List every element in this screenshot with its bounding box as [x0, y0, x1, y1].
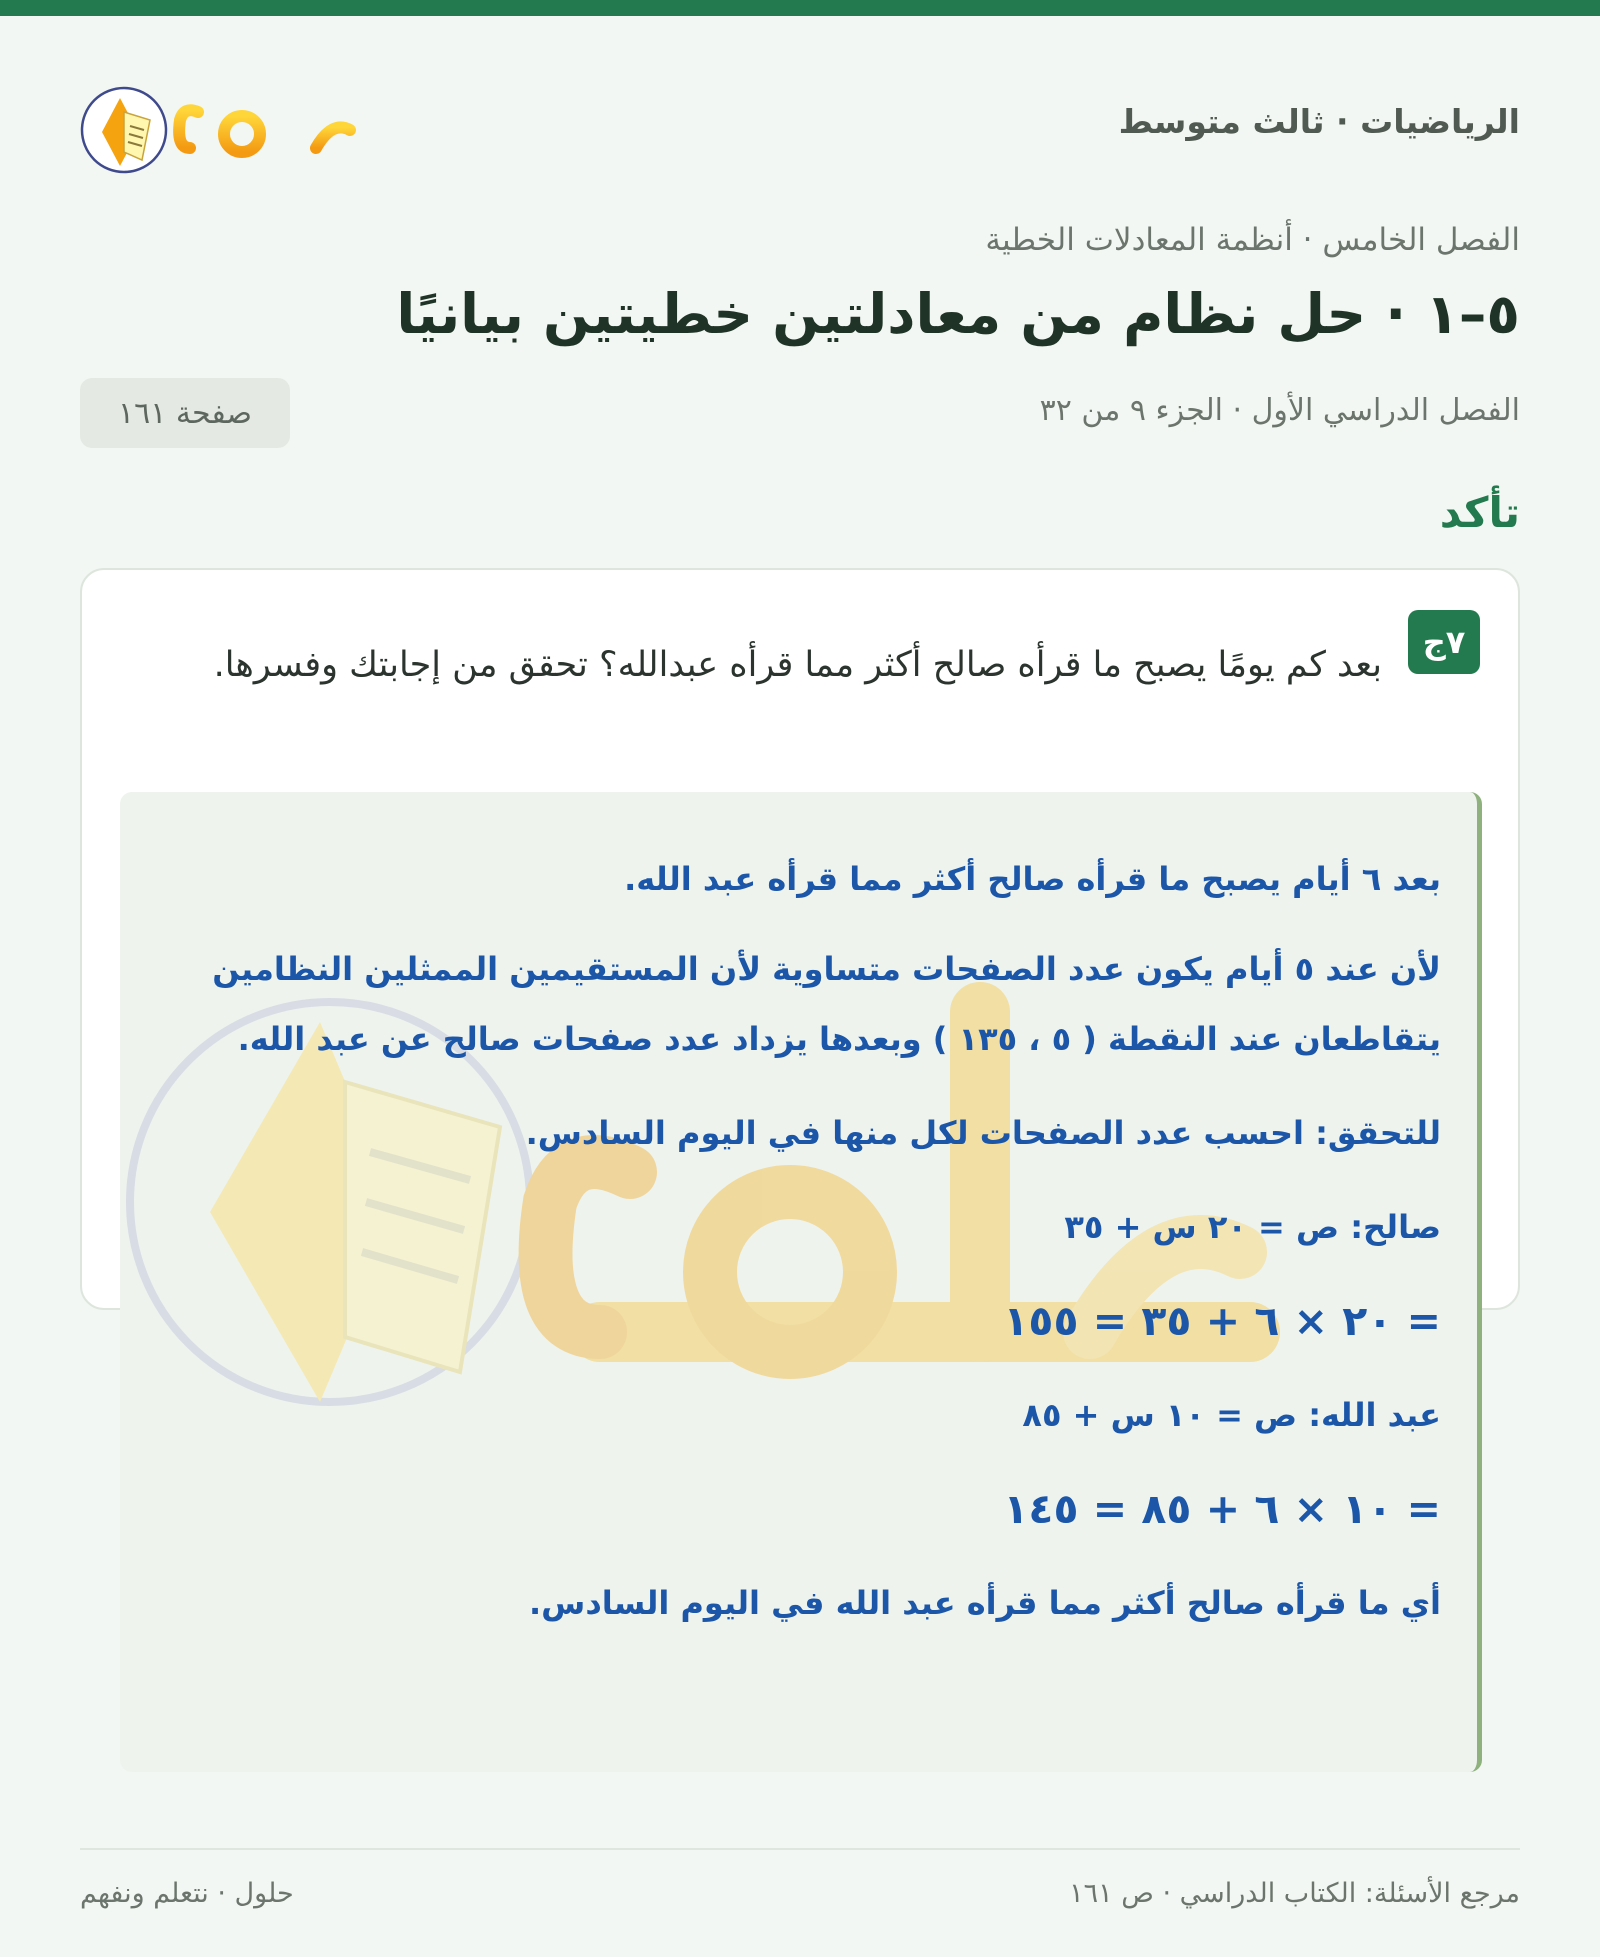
- question-text: بعد كم يومًا يصبح ما قرأه صالح أكثر مما قرأه عبدالله؟ تحقق من إجابتك وفسرها.: [213, 645, 1382, 685]
- page-number-badge: صفحة ١٦١: [80, 378, 290, 448]
- answer-line: لأن عند ٥ أيام يكون عدد الصفحات متساوية لأن المستقيمين الممثلين النظامين يتقاطعان عند النقطة ( ٥ ، ١٣٥ ) وبعدها يزداد عدد صفحات صالح عن عبد الله.: [212, 950, 1441, 1058]
- equation-line: = ١٠ × ٦ + ٨٥ = ١٤٥: [1003, 1485, 1441, 1533]
- answer-box: [120, 792, 1482, 1772]
- lesson-title: ٥–١ · حل نظام من معادلتين خطيتين بيانيًا: [396, 282, 1520, 346]
- header: [80, 60, 1520, 190]
- subject-label: الرياضيات · ثالث متوسط: [1118, 102, 1520, 141]
- answer-line: للتحقق: احسب عدد الصفحات لكل منها في اليوم السادس.: [525, 1114, 1441, 1152]
- chapter-label: الفصل الخامس · أنظمة المعادلات الخطية: [985, 222, 1520, 258]
- equation-line: = ٢٠ × ٦ + ٣٥ = ١٥٥: [1003, 1297, 1441, 1345]
- hulul-logo[interactable]: [80, 60, 380, 190]
- answer-line: أي ما قرأه صالح أكثر مما قرأه عبد الله في اليوم السادس.: [529, 1584, 1441, 1622]
- answer-line: بعد ٦ أيام يصبح ما قرأه صالح أكثر مما قرأه عبد الله.: [624, 860, 1441, 898]
- answer-content: [161, 844, 1441, 1662]
- top-accent-bar: [0, 0, 1600, 16]
- question-number-badge: ٧ج: [1408, 610, 1480, 674]
- lesson-meta: الفصل الدراسي الأول · الجزء ٩ من ٣٢: [1039, 393, 1520, 428]
- equation-line: صالح: ص = ٢٠ س + ٣٥: [1064, 1208, 1441, 1246]
- footer-divider: [80, 1848, 1520, 1850]
- footer-brand: حلول · نتعلم ونفهم: [80, 1878, 294, 1909]
- question-card: [80, 568, 1520, 1622]
- logo-graphic: [80, 60, 380, 190]
- footer-reference: مرجع الأسئلة: الكتاب الدراسي · ص ١٦١: [1069, 1878, 1520, 1909]
- equation-line: عبد الله: ص = ١٠ س + ٨٥: [1022, 1396, 1441, 1434]
- section-title: تأكد: [1439, 488, 1520, 537]
